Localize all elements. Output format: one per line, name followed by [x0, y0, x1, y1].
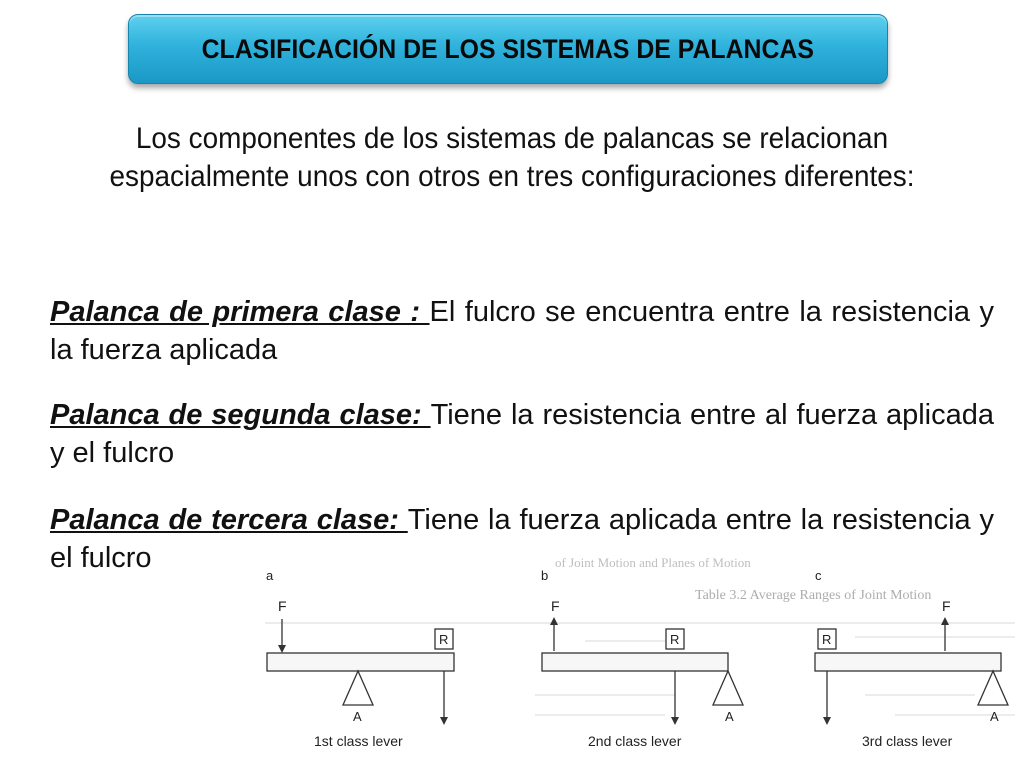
force-label: F [278, 598, 287, 614]
fulcrum-icon [978, 671, 1008, 705]
lever-bar [267, 653, 454, 671]
lever-description: Tiene la resistencia entre al fuerza aplicada y el fulcro [50, 399, 995, 469]
force-label: F [942, 598, 951, 614]
lever-first-class [50, 293, 994, 369]
fulcrum-label: A [725, 709, 734, 724]
fulcrum-icon [343, 671, 373, 705]
force-label: F [551, 598, 560, 614]
lever-description: El fulcro se encuentra entre la resistencia y la fuerza aplicada [50, 296, 995, 366]
resistance-label: R [670, 632, 680, 647]
title-banner [128, 14, 888, 84]
panel-letter-c: c [815, 568, 822, 583]
lever-diagram-figure [255, 545, 1024, 768]
lever-term: Palanca de segunda clase: [50, 399, 431, 431]
fulcrum-label: A [990, 709, 999, 724]
bg-table-title: Table 3.2 Average Ranges of Joint Motion [695, 588, 932, 603]
intro-paragraph: Los componentes de los sistemas de palancas se relacionan espacialmente unos con otros en tres configuraciones diferentes: [109, 122, 915, 193]
panel-letter-a: a [266, 568, 274, 583]
lever-description: Tiene la fuerza aplicada entre la resistencia y el fulcro [50, 504, 994, 574]
lever-term: Palanca de primera clase : [50, 296, 430, 328]
lever-bar [542, 653, 728, 671]
fulcrum-icon [713, 671, 743, 705]
lever-bar [815, 653, 1001, 671]
resistance-label: R [822, 632, 832, 647]
lever-term: Palanca de tercera clase: [50, 504, 408, 536]
lever-second-class [50, 396, 994, 472]
lever-diagram [255, 545, 1024, 768]
caption-2nd-class: 2nd class lever [588, 733, 682, 749]
panel-letter-b: b [541, 568, 549, 583]
slide-title: CLASIFICACIÓN DE LOS SISTEMAS DE PALANCAS [201, 33, 815, 64]
caption-3rd-class: 3rd class lever [862, 733, 953, 749]
first-class-lever-diagram [266, 568, 454, 749]
bg-faded-heading: of Joint Motion and Planes of Motion [555, 555, 751, 570]
caption-1st-class: 1st class lever [314, 733, 403, 749]
resistance-label: R [439, 632, 449, 647]
fulcrum-label: A [353, 709, 362, 724]
